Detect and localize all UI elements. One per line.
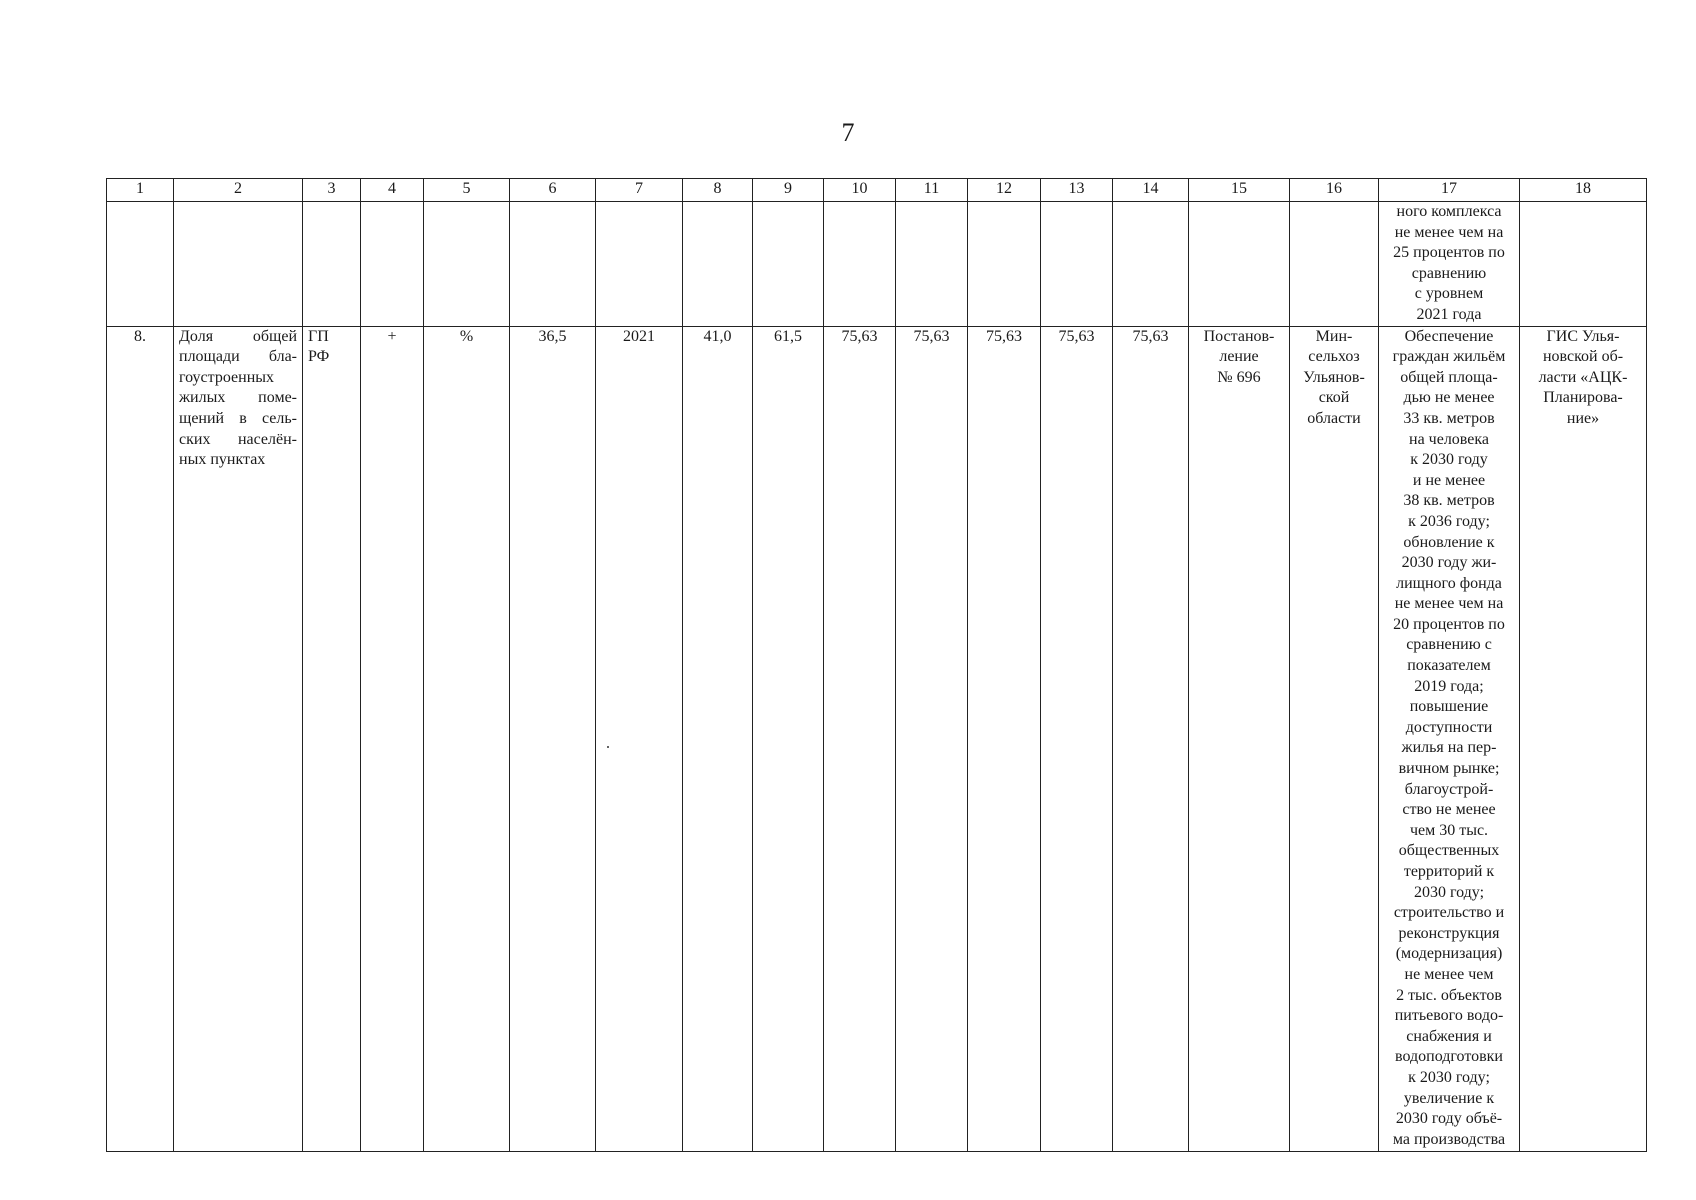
text-line: общей площа-	[1400, 368, 1498, 386]
text-line: 2030 году;	[1413, 883, 1485, 901]
column-header: 5	[424, 179, 510, 202]
text-line: РФ	[308, 348, 330, 366]
text-line: ГП	[308, 327, 329, 345]
responsible-body	[1290, 326, 1379, 1151]
text-line: № 696	[1217, 368, 1261, 386]
text-line: к 2030 году	[1410, 451, 1488, 469]
text-line: щений в сель-	[179, 409, 297, 427]
text-line: сравнению	[1411, 264, 1487, 282]
table-cell	[596, 202, 683, 327]
continuation-row	[107, 202, 1647, 327]
text-line: 2030 году объё-	[1395, 1110, 1503, 1128]
text-line: повышение	[1409, 698, 1489, 716]
text-line: с уровнем	[1414, 285, 1484, 303]
text-line: на человека	[1409, 430, 1489, 448]
column-header: 14	[1113, 179, 1189, 202]
text-line: 38 кв. метров	[1403, 492, 1495, 510]
text-line: вичном рынке;	[1398, 760, 1500, 778]
text-line: Доля общей	[179, 327, 297, 345]
page-number: 7	[841, 118, 855, 147]
base-value: 36,5	[510, 326, 596, 1151]
direction-sign: +	[361, 326, 424, 1151]
text-line: ских населён-	[179, 430, 297, 448]
text-line: 2030 году жи-	[1401, 554, 1497, 572]
text-line: области	[1307, 409, 1361, 427]
text-line: ство не менее	[1402, 801, 1496, 819]
column-header: 18	[1520, 179, 1647, 202]
text-line: к 2036 году;	[1408, 512, 1490, 530]
table-cell	[1189, 202, 1290, 327]
value-col-14: 75,63	[1113, 326, 1189, 1151]
text-line: площади бла-	[179, 348, 297, 366]
text-line: Ульянов-	[1303, 368, 1365, 386]
value-col-11: 75,63	[896, 326, 968, 1151]
text-line: ской	[1318, 389, 1350, 407]
table-cell	[896, 202, 968, 327]
indicators-table	[106, 178, 1647, 1152]
table-cell	[968, 202, 1041, 327]
text-line: 25 процентов по	[1393, 244, 1505, 262]
text-line: жилья на пер-	[1401, 739, 1497, 757]
text-line: лищного фонда	[1396, 574, 1502, 592]
column-header: 12	[968, 179, 1041, 202]
table-cell	[107, 202, 174, 327]
text-line: не менее чем на	[1394, 595, 1504, 613]
text-line: доступности	[1405, 718, 1493, 736]
text-line: строительство и	[1393, 904, 1505, 922]
text-line: Планирова-	[1543, 389, 1623, 407]
table-cell	[753, 202, 824, 327]
text-line: 33 кв. метров	[1403, 409, 1495, 427]
text-line: сравнению с	[1406, 636, 1492, 654]
text-line: гоустроенных	[179, 368, 275, 386]
text-line: территорий к	[1403, 863, 1495, 880]
table-cell	[361, 202, 424, 327]
scan-speck	[607, 746, 609, 748]
column-header: 2	[174, 179, 303, 202]
text-line: ление	[1219, 348, 1259, 366]
text-line: новской об-	[1542, 348, 1624, 366]
text-line: показателем	[1407, 657, 1491, 675]
table-cell	[510, 202, 596, 327]
text-line: (модернизация)	[1395, 945, 1503, 963]
national-goal-link	[1379, 326, 1520, 1151]
text-line: сельхоз	[1308, 348, 1360, 366]
text-line: 2019 года;	[1414, 677, 1484, 695]
table-cell	[303, 202, 361, 327]
text-line: водоподготовки	[1395, 1048, 1503, 1066]
column-header: 15	[1189, 179, 1290, 202]
text-line: ных пунктах	[179, 451, 266, 469]
column-header: 16	[1290, 179, 1379, 202]
column-header: 9	[753, 179, 824, 202]
row-number: 8.	[107, 326, 174, 1151]
column-header: 8	[683, 179, 753, 202]
text-line: обновление к	[1403, 533, 1495, 551]
table-cell	[683, 202, 753, 327]
column-header: 6	[510, 179, 596, 202]
text-line: Обеспечение	[1404, 327, 1494, 345]
text-line: граждан жильём	[1392, 348, 1506, 366]
base-year: 2021	[596, 326, 683, 1151]
text-line: и не менее	[1412, 471, 1486, 489]
text-line: не менее чем	[1404, 965, 1494, 983]
text-line: ГИС Улья-	[1546, 327, 1620, 345]
text-line: общественных	[1398, 842, 1500, 860]
column-header: 4	[361, 179, 424, 202]
table-cell	[1520, 202, 1647, 327]
column-header: 3	[303, 179, 361, 202]
column-header: 1	[107, 179, 174, 202]
text-line: реконструкция	[1398, 924, 1500, 942]
text-line: дью не менее	[1403, 389, 1495, 407]
text-line: Мин-	[1315, 327, 1353, 345]
text-line: к 2030 году;	[1408, 1068, 1490, 1086]
unit-of-measure: %	[424, 326, 510, 1151]
value-col-8: 41,0	[683, 326, 753, 1151]
table-cell	[424, 202, 510, 327]
text-line: ма производства	[1392, 1130, 1506, 1148]
information-system	[1520, 326, 1647, 1151]
indicator-name	[174, 326, 303, 1151]
text-line: снабжения и	[1406, 1027, 1492, 1045]
table-cell	[174, 202, 303, 327]
column-number-row	[107, 179, 1647, 202]
value-col-9: 61,5	[753, 326, 824, 1151]
text-line: 2021 года	[1416, 305, 1482, 323]
text-line: питьевого водо-	[1394, 1007, 1504, 1025]
table-row	[107, 326, 1647, 1151]
column-header: 10	[824, 179, 896, 202]
column-header: 11	[896, 179, 968, 202]
text-line: ласти «АЦК-	[1538, 368, 1628, 386]
column-header: 17	[1379, 179, 1520, 202]
table-cell	[1113, 202, 1189, 327]
table-cell	[1290, 202, 1379, 327]
text-line: благоустрой-	[1404, 780, 1494, 798]
table-cell	[824, 202, 896, 327]
text-line: 20 процентов по	[1393, 615, 1505, 633]
value-col-12: 75,63	[968, 326, 1041, 1151]
text-line: ние»	[1566, 409, 1600, 427]
text-line: Постанов-	[1203, 327, 1275, 345]
value-col-13: 75,63	[1041, 326, 1113, 1151]
value-col-10: 75,63	[824, 326, 896, 1151]
text-line: жилых поме-	[179, 389, 297, 407]
indicator-level	[303, 326, 361, 1151]
text-line: не менее чем на	[1394, 223, 1504, 241]
text-line: чем 30 тыс.	[1409, 821, 1489, 839]
table-cell	[1041, 202, 1113, 327]
column-header: 7	[596, 179, 683, 202]
text-line: 2 тыс. объектов	[1396, 986, 1502, 1004]
continued-goal-text	[1379, 202, 1520, 327]
legal-document	[1189, 326, 1290, 1151]
text-line: увеличение к	[1403, 1089, 1495, 1107]
column-header: 13	[1041, 179, 1113, 202]
text-line: ного комплекса	[1396, 203, 1502, 220]
